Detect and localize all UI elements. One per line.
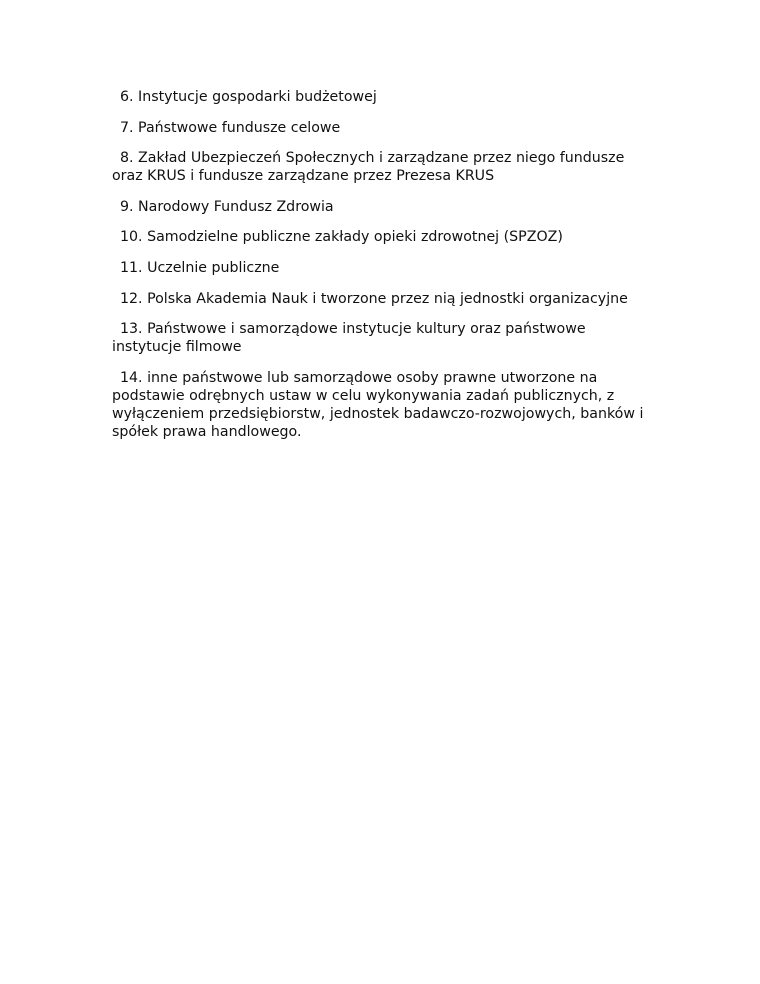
list-item-8: 8. Zakład Ubezpieczeń Społecznych i zarządzane przez niego fundusze oraz KRUS i fundusze zarządzane przez Prezesa KRUS <box>112 150 625 185</box>
list-item-12: 12. Polska Akademia Nauk i tworzone przez nią jednostki organizacyjne <box>120 290 628 307</box>
list-item-6: 6. Instytucje gospodarki budżetowej <box>120 89 377 105</box>
list-item-9: 9. Narodowy Fundusz Zdrowia <box>120 198 334 215</box>
list-item-7: 7. Państwowe fundusze celowe <box>120 119 341 136</box>
list-item-11: 11. Uczelnie publiczne <box>120 259 280 276</box>
list-item-10: 10. Samodzielne publiczne zakłady opieki zdrowotnej (SPZOZ) <box>120 229 563 246</box>
list-item-13: 13. Państwowe i samorządowe instytucje kultury oraz państwowe instytucje filmowe <box>112 321 586 356</box>
list-item-14: 14. inne państwowe lub samorządowe osoby prawne utworzone na podstawie odrębnych ustaw w celu wykonywania zadań publicznych, z wyłączeniem przedsiębiorstw, jednostek badawczo-rozwojowych, banków i spółek prawa handlowego. <box>112 369 644 440</box>
document-body <box>112 88 652 453</box>
